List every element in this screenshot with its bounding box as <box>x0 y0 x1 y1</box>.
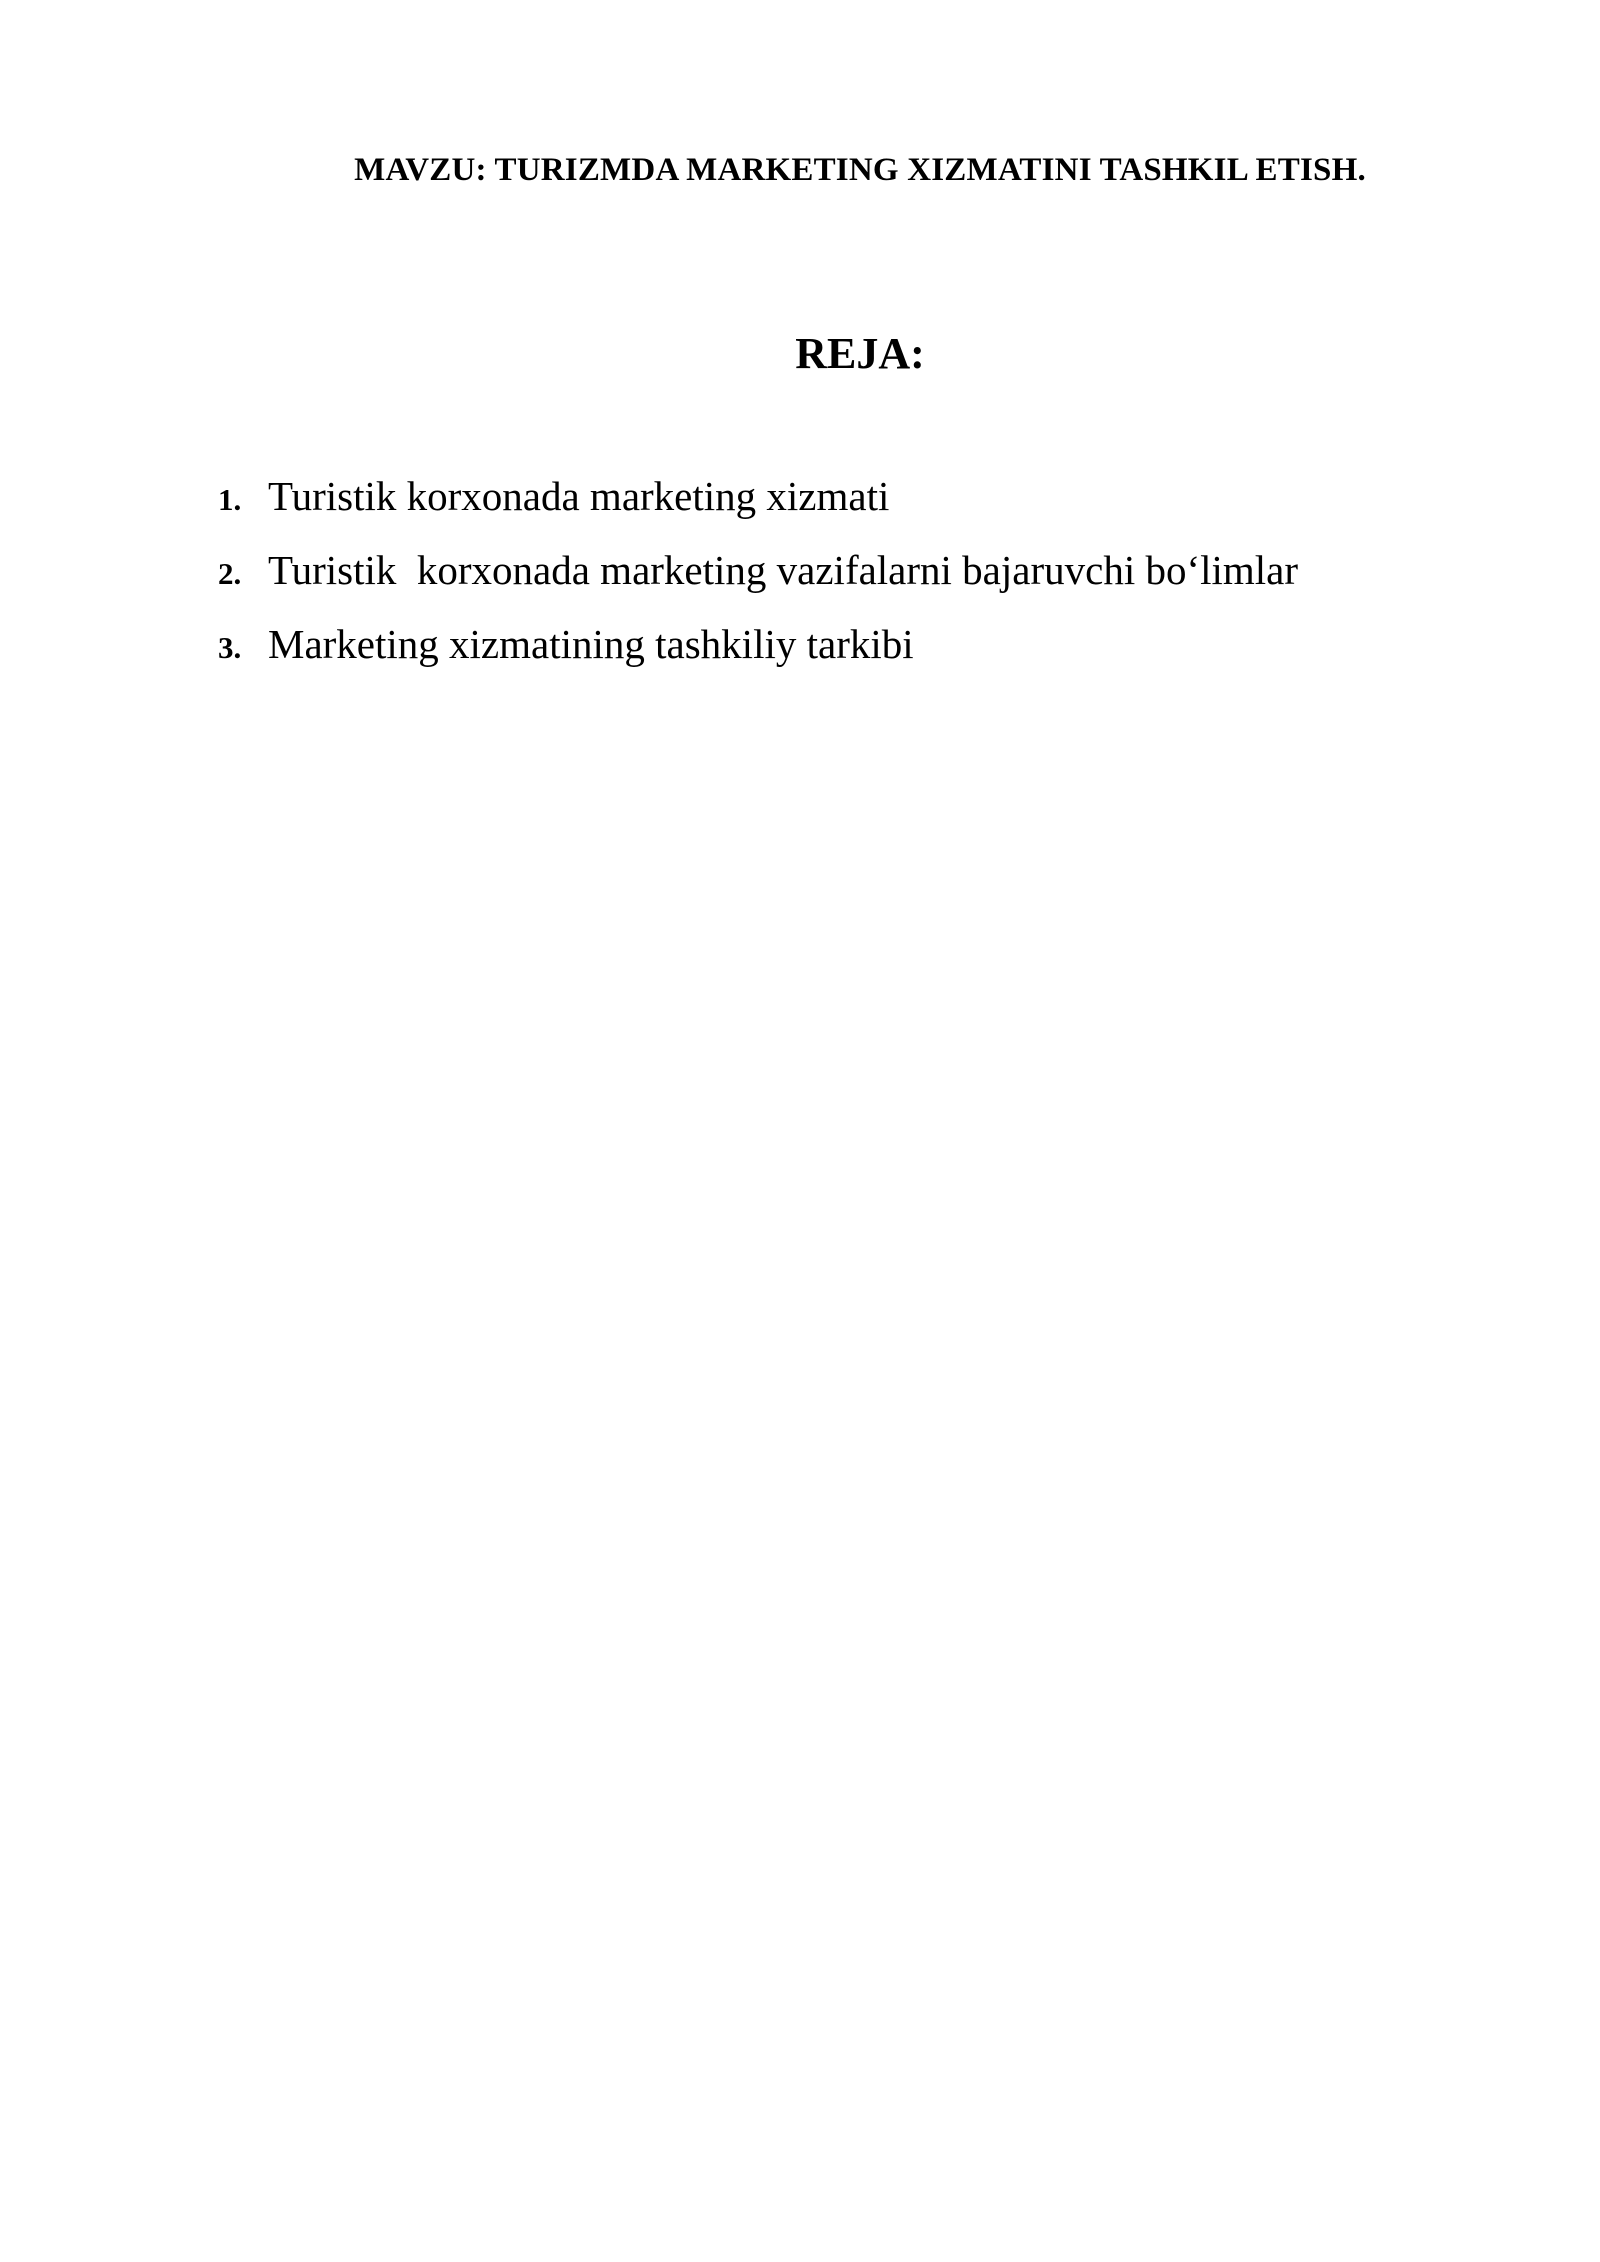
plan-item-number: 2. <box>218 556 242 591</box>
plan-item <box>218 472 1298 546</box>
document-title: MAVZU: TURIZMDA MARKETING XIZMATINI TASHKIL ETISH. <box>354 152 1366 188</box>
plan-item-text: Turistik korxonada marketing xizmati <box>268 473 890 519</box>
plan-list <box>218 472 1298 694</box>
plan-item <box>218 546 1298 620</box>
plan-item-text: Marketing xizmatining tashkiliy tarkibi <box>268 621 914 667</box>
plan-item-text: Turistik korxonada marketing vazifalarni bajaruvchi bo‘limlar <box>268 547 1299 593</box>
plan-item <box>218 620 1298 694</box>
plan-item-number: 3. <box>218 630 242 665</box>
plan-heading: REJA: <box>795 329 925 378</box>
plan-item-number: 1. <box>218 482 242 517</box>
